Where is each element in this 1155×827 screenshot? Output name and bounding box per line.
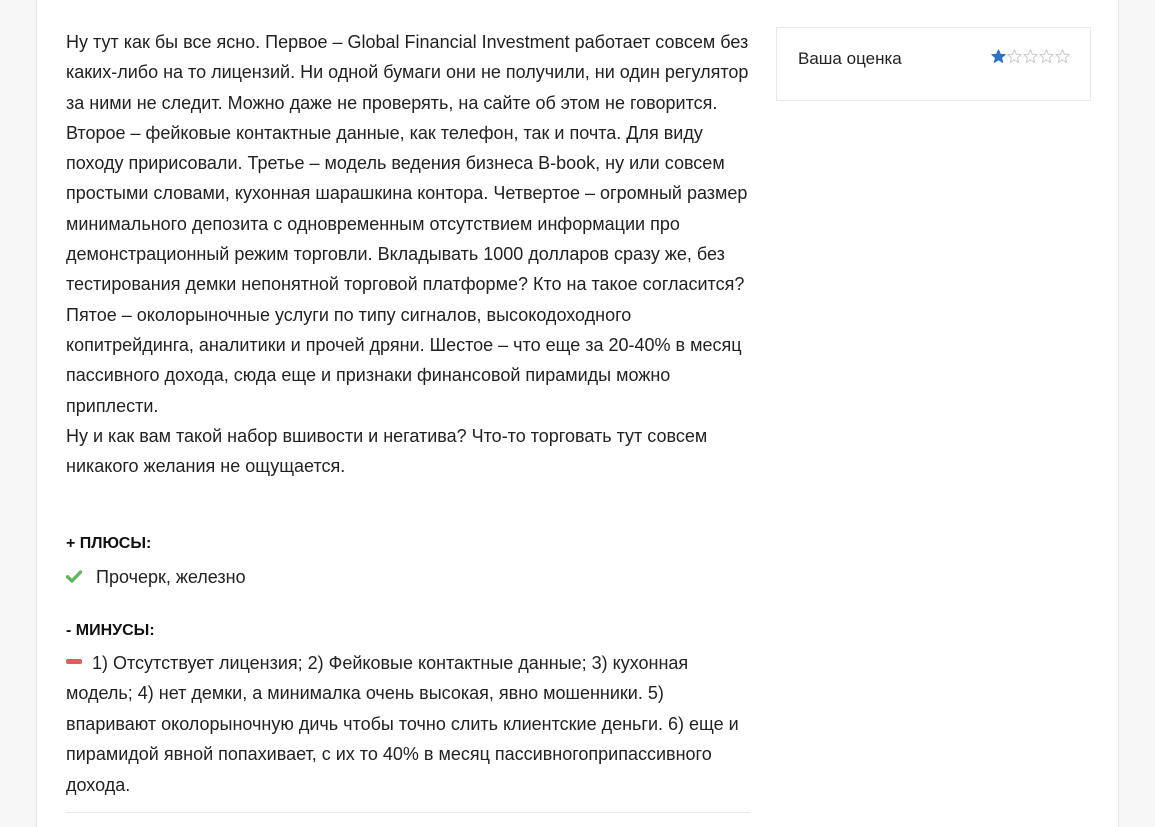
article-paragraph-2: Ну и как вам такой набор вшивости и негатива? Что-то торговать тут совсем никакого желания не ощущается. <box>66 425 708 477</box>
review-article <box>66 27 750 481</box>
star-filled-icon[interactable] <box>991 49 1006 64</box>
cons-title: - МИНУСЫ: <box>66 622 155 639</box>
article-paragraph-1: Ну тут как бы все ясно. Первое – Global Financial Investment работает совсем без каких-либо на то лицензий. Ни одной бумаги они не получили, ни один регулятор за ними не следит. Можно даже не проверять, на сайте об этом не говорится. Второе – фейковые контактные данные, как телефон, так и почта. Для виду походу пририсовали. Третье – модель ведения бизнеса B-book, ну или совсем простыми словами, кухонная шарашкина контора. Четвертое – огромный размер минимального депозита с одновременным отсутствием информации про демонстрационный режим торговли. Вкладывать 1000 долларов сразу же, без тестирования демки непонятной торговой платформе? Кто на такое согласится? Пятое – околорыночные услуги по типу сигналов, высокодоходного копитрейдинга, аналитики и прочей дряни. Шестое – что еще за 20-40% в месяц пассивного дохода, сюда еще и признаки финансовой пирамиды можно приплести. <box>66 32 749 416</box>
pros-title: + ПЛЮСЫ: <box>66 535 152 552</box>
cons-list-item <box>66 648 750 800</box>
star-rating[interactable] <box>991 49 1070 64</box>
pros-list-item <box>66 562 246 592</box>
divider <box>66 812 750 813</box>
minus-icon <box>66 659 82 664</box>
rating-widget <box>776 27 1091 101</box>
pros-item-text: Прочерк, железно <box>96 567 246 587</box>
cons-item-text: 1) Отсутствует лицензия; 2) Фейковые контактные данные; 3) кухонная модель; 4) нет демки, а минималка очень высокая, явно мошенники. 5) впаривают околорыночную дичь чтобы точно слить клиентские деньги. 6) еще и пирамидой явной попахивает, с их то 40% в месяц пассивногоприпассивного дохода. <box>66 653 739 795</box>
star-empty-icon[interactable] <box>1055 49 1070 64</box>
star-empty-icon[interactable] <box>1039 49 1054 64</box>
rating-label: Ваша оценка <box>798 49 902 68</box>
star-empty-icon[interactable] <box>1023 49 1038 64</box>
star-empty-icon[interactable] <box>1007 49 1022 64</box>
page-content <box>36 0 1119 827</box>
check-icon <box>66 562 82 592</box>
